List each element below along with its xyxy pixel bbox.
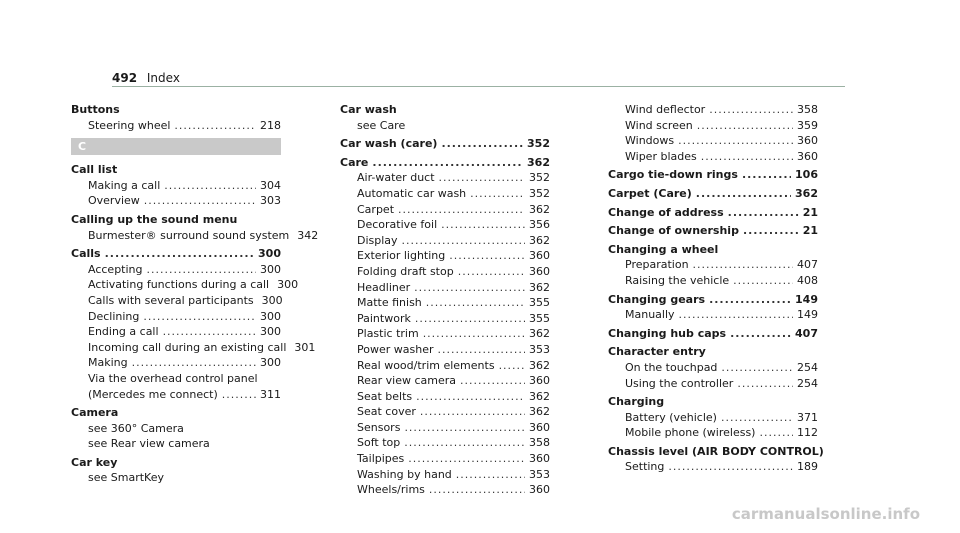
entry-label: Display	[357, 233, 398, 247]
index-entry[interactable]	[340, 136, 550, 152]
entry-label: Power washer	[357, 342, 434, 356]
page-reference[interactable]: 360	[529, 374, 550, 388]
index-entry[interactable]	[608, 223, 818, 239]
page-reference[interactable]: 149	[795, 292, 818, 306]
index-subentry	[71, 470, 281, 486]
index-subentry[interactable]	[340, 435, 550, 451]
index-subentry	[71, 436, 281, 452]
page-reference[interactable]: 352	[527, 137, 550, 151]
page-reference[interactable]: 362	[795, 186, 818, 200]
index-subentry[interactable]	[71, 262, 281, 278]
entry-label: Care	[340, 155, 369, 169]
entry-label: Making a call	[88, 178, 161, 192]
header-divider	[112, 86, 845, 87]
leader-dots	[441, 136, 523, 152]
leader-dots	[730, 326, 791, 342]
leader-dots	[693, 257, 793, 273]
page-reference[interactable]: 362	[529, 233, 550, 247]
page-reference[interactable]: 360	[529, 249, 550, 263]
entry-label: Calls	[71, 247, 101, 261]
entry-label: Tailpipes	[357, 452, 405, 466]
entry-label: Declining	[88, 309, 140, 323]
index-subentry[interactable]	[608, 118, 818, 134]
index-subentry[interactable]	[340, 217, 550, 233]
page-reference[interactable]: 355	[529, 296, 550, 310]
entry-label: Carpet (Care)	[608, 186, 692, 200]
index-subentry[interactable]	[340, 311, 550, 327]
index-entry[interactable]	[71, 246, 281, 262]
entry-label: Decorative foil	[357, 218, 438, 232]
entry-label: Mobile phone (wireless)	[625, 426, 756, 440]
index-subentry[interactable]	[71, 309, 281, 325]
leader-dots	[709, 292, 791, 308]
leader-dots	[709, 102, 793, 118]
page-reference[interactable]: 218	[260, 118, 281, 132]
page-reference[interactable]: 342	[297, 228, 319, 242]
page-reference[interactable]: 362	[529, 327, 550, 341]
index-entry[interactable]	[608, 326, 818, 342]
index-column-3	[608, 102, 824, 475]
page-reference[interactable]: 301	[294, 340, 316, 354]
page-reference[interactable]: 362	[529, 280, 550, 294]
leader-dots	[679, 307, 793, 323]
leader-dots	[372, 155, 523, 171]
page-reference[interactable]: 359	[797, 118, 818, 132]
page-reference[interactable]: 311	[260, 387, 281, 401]
leader-dots	[721, 360, 793, 376]
entry-label: Car wash	[340, 103, 397, 116]
index-entry[interactable]	[608, 186, 818, 202]
index-entry	[71, 455, 281, 471]
index-subentry[interactable]	[340, 202, 550, 218]
page-reference[interactable]: 106	[795, 168, 818, 182]
index-subentry[interactable]	[71, 228, 319, 244]
index-subentry	[340, 118, 550, 134]
index-entry[interactable]	[608, 292, 818, 308]
watermark: carmanualsonline.info	[731, 505, 920, 523]
index-subentry[interactable]	[340, 404, 550, 420]
index-subentry[interactable]	[340, 358, 550, 374]
entry-label: Wheels/rims	[357, 483, 425, 497]
index-subentry[interactable]	[608, 257, 818, 273]
entry-label: Manually	[625, 308, 675, 322]
leader-dots	[449, 248, 525, 264]
page-reference[interactable]: 300	[277, 278, 299, 292]
page-header	[112, 71, 180, 85]
index-subentry[interactable]	[340, 170, 550, 186]
page-number: 492	[112, 71, 138, 85]
leader-dots	[701, 149, 793, 165]
index-subentry[interactable]	[340, 373, 550, 389]
entry-label: Battery (vehicle)	[625, 410, 717, 424]
entry-label: Charging	[608, 395, 665, 409]
index-entry	[608, 242, 818, 258]
entry-label: Burmester® surround sound system	[88, 228, 290, 242]
leader-dots	[458, 264, 525, 280]
index-subentry[interactable]	[608, 102, 818, 118]
page-reference[interactable]: 304	[260, 178, 281, 192]
entry-label: Using the controller	[625, 376, 734, 390]
index-subentry[interactable]	[71, 355, 281, 371]
leader-dots	[742, 167, 791, 183]
entry-label: Preparation	[625, 258, 689, 272]
leader-dots	[439, 170, 525, 186]
index-subentry[interactable]	[608, 133, 818, 149]
index-subentry[interactable]	[340, 326, 550, 342]
entry-label: Changing hub caps	[608, 326, 727, 340]
index-subentry[interactable]	[71, 340, 316, 356]
index-subentry	[71, 421, 281, 437]
entry-label: Headliner	[357, 280, 411, 294]
leader-dots	[163, 324, 256, 340]
index-entry	[608, 394, 818, 410]
page-reference[interactable]: 300	[261, 293, 283, 307]
leader-dots	[733, 273, 793, 289]
entry-label: Sensors	[357, 420, 401, 434]
index-subentry[interactable]	[340, 342, 550, 358]
entry-label: Matte finish	[357, 296, 422, 310]
entry-label: Folding draft stop	[357, 264, 454, 278]
leader-dots	[697, 118, 793, 134]
page-reference[interactable]: 360	[529, 264, 550, 278]
index-subentry[interactable]	[71, 324, 281, 340]
page-reference[interactable]: 112	[797, 426, 818, 440]
leader-dots	[678, 133, 793, 149]
leader-dots	[402, 233, 525, 249]
page-reference[interactable]: 358	[797, 103, 818, 116]
entry-label: Camera	[71, 406, 119, 420]
leader-dots	[437, 342, 525, 358]
index-subentry[interactable]	[608, 459, 818, 475]
page-reference[interactable]: 407	[797, 258, 818, 272]
leader-dots	[743, 223, 799, 239]
index-subentry[interactable]	[340, 264, 550, 280]
page-reference[interactable]: 300	[260, 309, 281, 323]
entry-label: Setting	[625, 460, 665, 474]
leader-dots	[420, 404, 525, 420]
page-reference[interactable]: 21	[802, 205, 818, 219]
page-reference[interactable]: 300	[260, 325, 281, 339]
leader-dots	[144, 193, 256, 209]
index-subentry[interactable]	[71, 387, 281, 403]
page-reference[interactable]: 189	[797, 460, 818, 474]
entry-label: Wiper blades	[625, 149, 697, 163]
index-subentry	[71, 371, 281, 387]
index-subentry[interactable]	[608, 425, 818, 441]
index-column-2	[340, 102, 550, 498]
page-reference[interactable]: 355	[529, 311, 550, 325]
page-reference[interactable]: 362	[527, 155, 550, 169]
entry-label: Windows	[625, 134, 675, 148]
index-subentry[interactable]	[340, 295, 550, 311]
entry-label: Change of ownership	[608, 224, 739, 238]
index-subentry[interactable]	[340, 420, 550, 436]
entry-label: Cargo tie-down rings	[608, 168, 738, 182]
entry-label: Change of address	[608, 205, 724, 219]
index-subentry[interactable]	[608, 273, 818, 289]
entry-label: Wind deflector	[625, 103, 706, 116]
leader-dots	[426, 295, 525, 311]
entry-label: Exterior lighting	[357, 249, 446, 263]
leader-dots	[429, 482, 525, 498]
entry-label: Incoming call during an existing call	[88, 340, 287, 354]
page-reference[interactable]: 254	[797, 360, 818, 374]
page-reference[interactable]: 362	[529, 405, 550, 419]
index-subentry[interactable]	[340, 467, 550, 483]
entry-label: Chassis level (AIR BODY CONTROL)	[608, 444, 824, 458]
section-title: Index	[146, 71, 180, 85]
entry-label: Ending a call	[88, 325, 159, 339]
index-subentry[interactable]	[71, 277, 299, 293]
leader-dots	[696, 186, 791, 202]
index-subentry[interactable]	[608, 410, 818, 426]
page-reference[interactable]: 353	[529, 342, 550, 356]
index-entry[interactable]	[608, 167, 818, 183]
entry-label: Via the overhead control panel	[88, 371, 258, 385]
entry-label: Automatic car wash	[357, 186, 467, 200]
entry-label: Carpet	[357, 202, 395, 216]
entry-label: see SmartKey	[88, 471, 164, 485]
leader-dots	[222, 387, 256, 403]
entry-label: Making	[88, 356, 128, 370]
entry-label: Wind screen	[625, 118, 693, 132]
entry-label: Changing gears	[608, 292, 706, 306]
entry-label: Plastic trim	[357, 327, 419, 341]
page-reference[interactable]: 408	[797, 273, 818, 287]
page-reference[interactable]: 360	[529, 420, 550, 434]
leader-dots	[423, 326, 525, 342]
leader-dots	[414, 280, 525, 296]
index-entry	[71, 212, 281, 228]
page-reference[interactable]: 360	[529, 452, 550, 466]
index-column-1	[71, 102, 319, 486]
leader-dots	[441, 217, 525, 233]
entry-label: Car key	[71, 455, 118, 469]
leader-dots	[105, 246, 254, 262]
page-reference[interactable]: 362	[529, 358, 550, 372]
entry-label: (Mercedes me connect)	[88, 387, 218, 401]
index-entry	[340, 102, 550, 118]
page-reference[interactable]: 300	[260, 262, 281, 276]
index-entry	[608, 344, 818, 360]
leader-dots	[415, 311, 525, 327]
entry-label: Seat cover	[357, 405, 416, 419]
page-reference[interactable]: 300	[260, 356, 281, 370]
leader-dots	[147, 262, 256, 278]
page-reference[interactable]: 362	[529, 389, 550, 403]
page-reference[interactable]: 21	[802, 224, 818, 238]
page-reference[interactable]: 356	[529, 218, 550, 232]
index-subentry[interactable]	[71, 118, 281, 134]
entry-label: Washing by hand	[357, 467, 452, 481]
page-reference[interactable]: 358	[529, 436, 550, 450]
leader-dots	[759, 425, 793, 441]
index-subentry[interactable]	[340, 186, 550, 202]
index-entry	[71, 102, 281, 118]
entry-label: Rear view camera	[357, 374, 457, 388]
index-entry[interactable]	[340, 155, 550, 171]
entry-label: Activating functions during a call	[88, 278, 270, 292]
leader-dots	[408, 451, 525, 467]
entry-label: see Care	[357, 118, 406, 132]
leader-dots	[174, 118, 256, 134]
index-subentry[interactable]	[340, 389, 550, 405]
leader-dots	[143, 309, 256, 325]
entry-label: Air-water duct	[357, 171, 435, 185]
entry-label: Overview	[88, 194, 140, 208]
letter-heading: C	[71, 138, 281, 155]
entry-label: On the touchpad	[625, 360, 718, 374]
leader-dots	[728, 205, 799, 221]
entry-label: Changing a wheel	[608, 242, 719, 256]
entry-label: Call list	[71, 163, 118, 177]
entry-label: Steering wheel	[88, 118, 171, 132]
page-reference[interactable]: 371	[797, 410, 818, 424]
page-reference[interactable]: 360	[797, 134, 818, 148]
entry-label: see 360° Camera	[88, 421, 184, 435]
index-subentry[interactable]	[340, 482, 550, 498]
index-subentry[interactable]	[340, 233, 550, 249]
leader-dots	[416, 389, 525, 405]
entry-label: Calls with several participants	[88, 293, 254, 307]
entry-label: Seat belts	[357, 389, 413, 403]
page-reference[interactable]: 360	[797, 149, 818, 163]
index-entry	[71, 162, 281, 178]
leader-dots	[456, 467, 525, 483]
entry-label: Real wood/trim elements	[357, 358, 495, 372]
leader-dots	[470, 186, 525, 202]
page-reference[interactable]: 407	[795, 326, 818, 340]
page-reference[interactable]: 352	[529, 186, 550, 200]
index-subentry[interactable]	[608, 149, 818, 165]
leader-dots	[398, 202, 525, 218]
leader-dots	[404, 420, 525, 436]
page-reference[interactable]: 352	[529, 171, 550, 185]
index-subentry[interactable]	[71, 178, 281, 194]
page-reference[interactable]: 303	[260, 194, 281, 208]
index-subentry[interactable]	[340, 451, 550, 467]
index-subentry[interactable]	[71, 193, 281, 209]
leader-dots	[460, 373, 525, 389]
index-subentry[interactable]	[340, 248, 550, 264]
leader-dots	[164, 178, 256, 194]
entry-label: Buttons	[71, 103, 120, 116]
index-subentry[interactable]	[608, 307, 818, 323]
leader-dots	[404, 435, 525, 451]
index-subentry[interactable]	[71, 293, 281, 309]
entry-label: Paintwork	[357, 311, 411, 325]
index-entry	[71, 405, 281, 421]
leader-dots	[721, 410, 793, 426]
index-subentry[interactable]	[608, 376, 818, 392]
index-subentry[interactable]	[608, 360, 818, 376]
entry-label: Accepting	[88, 262, 143, 276]
entry-label: Car wash (care)	[340, 137, 438, 151]
leader-dots	[737, 376, 793, 392]
entry-label: see Rear view camera	[88, 437, 210, 451]
entry-label: Soft top	[357, 436, 401, 450]
leader-dots	[668, 459, 793, 475]
entry-label: Character entry	[608, 345, 706, 359]
entry-label: Raising the vehicle	[625, 273, 730, 287]
index-entry	[608, 444, 824, 460]
leader-dots	[499, 358, 525, 374]
page-reference[interactable]: 254	[797, 376, 818, 390]
page-reference[interactable]: 149	[797, 308, 818, 322]
page-reference[interactable]: 300	[258, 247, 281, 261]
index-subentry[interactable]	[340, 280, 550, 296]
index-entry[interactable]	[608, 205, 818, 221]
leader-dots	[132, 355, 256, 371]
page-reference[interactable]: 360	[529, 483, 550, 497]
page-reference[interactable]: 362	[529, 202, 550, 216]
page-reference[interactable]: 353	[529, 467, 550, 481]
entry-label: Calling up the sound menu	[71, 212, 238, 226]
